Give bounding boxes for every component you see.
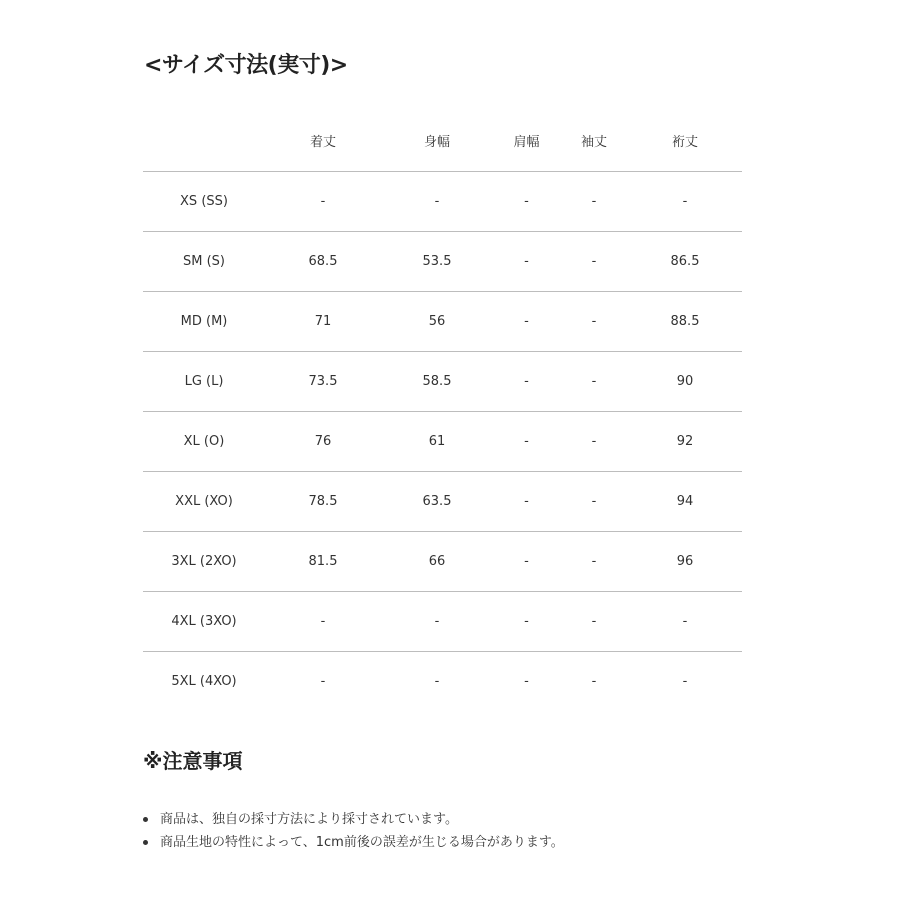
table-cell: - [628, 172, 742, 232]
table-cell: 90 [628, 352, 742, 412]
table-cell: - [493, 472, 560, 532]
size-label-cell: 3XL (2XO) [143, 532, 265, 592]
table-cell: 81.5 [265, 532, 381, 592]
table-row [143, 232, 742, 292]
header-cell-body-width: 身幅 [381, 110, 493, 172]
table-cell: 53.5 [381, 232, 493, 292]
table-cell: 61 [381, 412, 493, 472]
notice-list [143, 808, 564, 854]
table-row [143, 172, 742, 232]
bullet-icon [143, 817, 148, 822]
list-item [143, 831, 564, 854]
size-table [143, 110, 742, 711]
bullet-icon [143, 840, 148, 845]
table-cell: - [493, 352, 560, 412]
table-cell: - [381, 592, 493, 652]
size-label-cell: 5XL (4XO) [171, 674, 237, 689]
table-cell: 94 [628, 472, 742, 532]
table-cell: - [560, 292, 628, 352]
table-cell: 88.5 [628, 292, 742, 352]
table-cell: - [265, 172, 381, 232]
table-cell: - [560, 232, 628, 292]
table-row [143, 412, 742, 472]
size-label-cell: XXL (XO) [143, 472, 265, 532]
header-cell-sleeve-length: 袖丈 [560, 110, 628, 172]
header-cell-size [143, 110, 265, 172]
size-label-cell: XL (O) [143, 412, 265, 472]
notice-title: ※注意事項 [143, 749, 243, 773]
table-cell: - [493, 232, 560, 292]
table-cell: 78.5 [265, 472, 381, 532]
table-cell: - [560, 412, 628, 472]
table-cell: - [493, 592, 560, 652]
table-cell: 76 [265, 412, 381, 472]
table-row [143, 352, 742, 412]
table-cell: 92 [628, 412, 742, 472]
notice-text: 商品生地の特性によって、1cm前後の誤差が生じる場合があります。 [160, 835, 564, 850]
table-cell: - [560, 172, 628, 232]
table-row [143, 532, 742, 592]
table-cell: - [682, 674, 688, 689]
table-cell: - [493, 412, 560, 472]
table-cell: - [628, 592, 742, 652]
size-label-cell: 4XL (3XO) [143, 592, 265, 652]
table-cell: 56 [381, 292, 493, 352]
table-cell: - [493, 292, 560, 352]
table-cell: 71 [265, 292, 381, 352]
table-cell: - [320, 674, 326, 689]
table-cell: 66 [381, 532, 493, 592]
size-label-cell: MD (M) [143, 292, 265, 352]
table-cell: 73.5 [265, 352, 381, 412]
table-cell: - [524, 674, 529, 689]
table-row [143, 472, 742, 532]
table-cell: - [560, 592, 628, 652]
table-row [143, 652, 742, 712]
table-cell: - [381, 172, 493, 232]
list-item [143, 808, 564, 831]
size-label-cell: SM (S) [143, 232, 265, 292]
size-label-cell: XS (SS) [143, 172, 265, 232]
table-row [143, 292, 742, 352]
header-cell-shoulder-width: 肩幅 [493, 110, 560, 172]
table-cell: - [265, 592, 381, 652]
table-header-row [143, 110, 742, 172]
table-cell: 58.5 [381, 352, 493, 412]
table-cell: 96 [628, 532, 742, 592]
page-title: <サイズ寸法(実寸)> [144, 53, 348, 78]
size-label-cell: LG (L) [143, 352, 265, 412]
table-cell: 86.5 [628, 232, 742, 292]
table-cell: - [493, 532, 560, 592]
table-cell: - [560, 472, 628, 532]
table-cell: - [434, 674, 440, 689]
table-cell: 68.5 [265, 232, 381, 292]
header-cell-length: 着丈 [265, 110, 381, 172]
notice-text: 商品は、独自の採寸方法により採寸されています。 [160, 812, 458, 827]
table-row [143, 592, 742, 652]
table-cell: - [560, 352, 628, 412]
header-cell-yuki-length: 裄丈 [628, 110, 742, 172]
table-cell: - [591, 674, 597, 689]
table-cell: - [560, 532, 628, 592]
table-cell: 63.5 [381, 472, 493, 532]
table-cell: - [493, 172, 560, 232]
